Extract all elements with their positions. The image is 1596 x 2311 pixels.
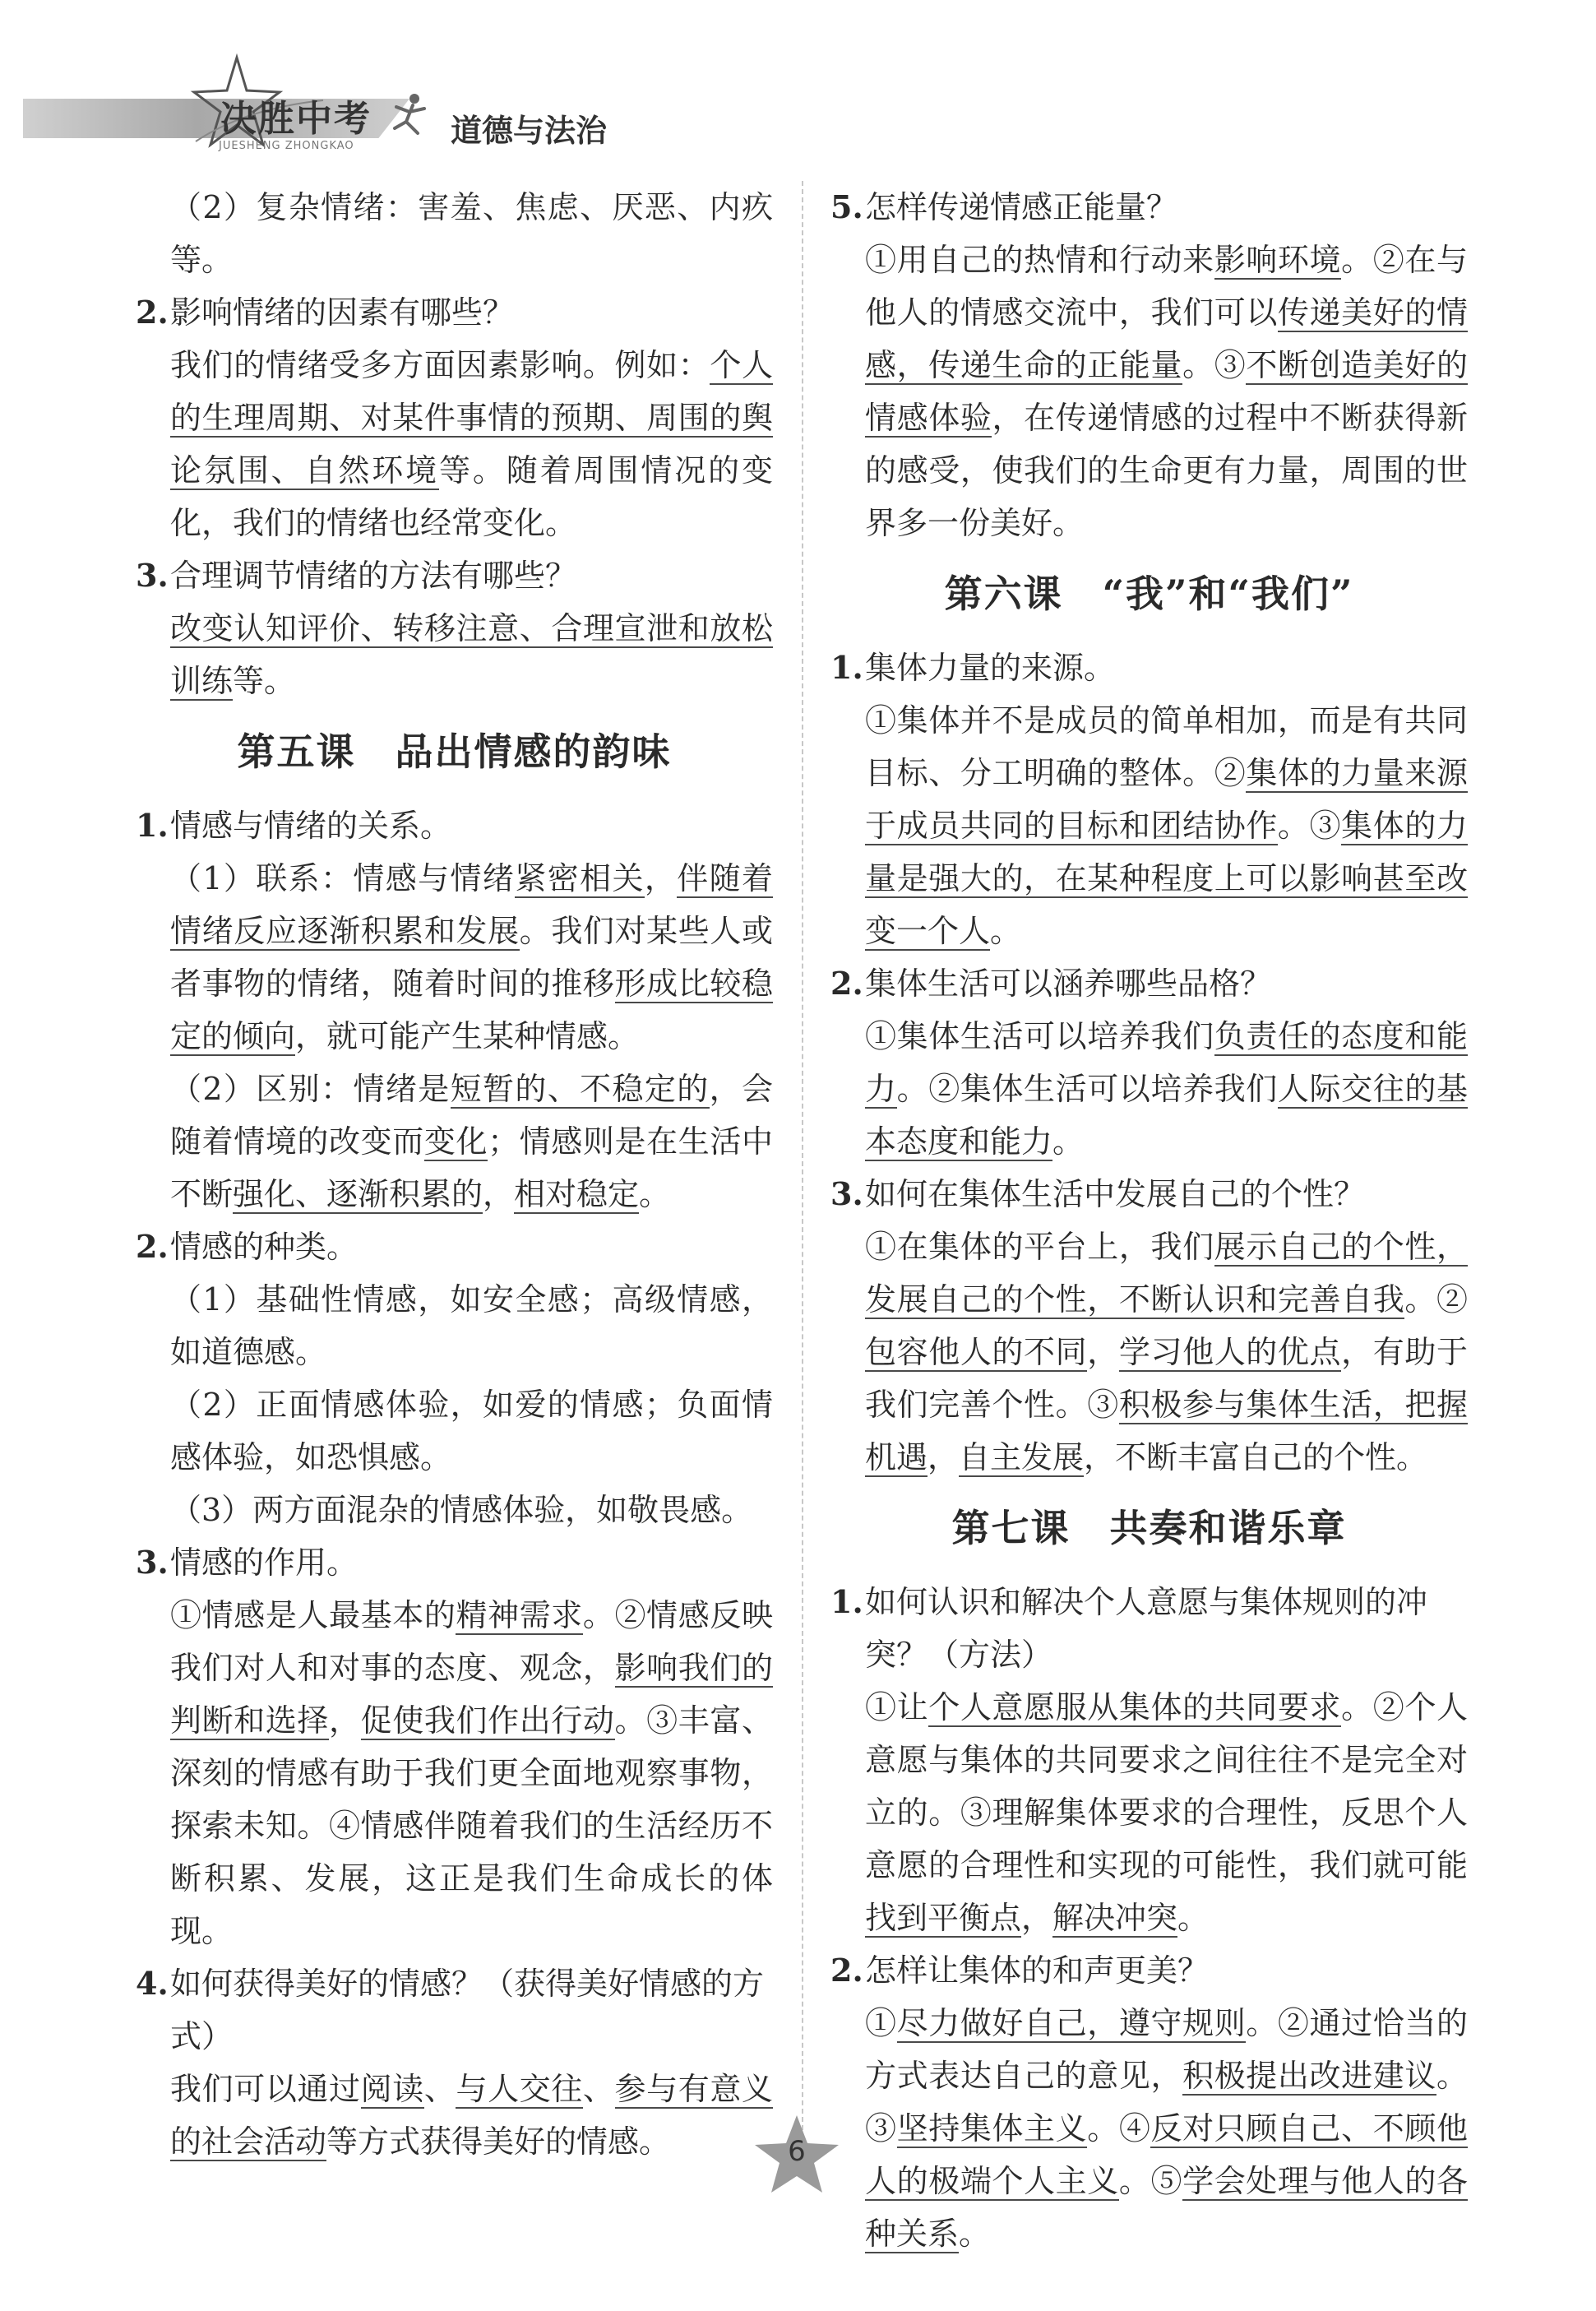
question-text: 怎样传递情感正能量？ [865,189,1178,225]
question-text: 情感与情绪的关系。 [170,808,452,844]
answer-text: （2）正面情感体验，如爱的情感；负面情感体验，如恐惧感。 [170,1387,773,1475]
answer-text: ①尽力做好自己，遵守规则。②通过恰当的方式表达自己的意见，积极提出改进建议。③坚持集体主义。④反对只顾自己、不顾他人的极端个人主义。⑤学会处理与他人的各种关系。 [865,2005,1468,2252]
question-text: 如何在集体生活中发展自己的个性？ [865,1176,1366,1212]
answer-text: ①用自己的热情和行动来影响环境。②在与他人的情感交流中，我们可以传递美好的情感，传递生命的正能量。③不断创造美好的情感体验，在传递情感的过程中不断获得新的感受，使我们的生命更有力量，周围的世界多一份美好。 [865,242,1468,541]
question-text: 影响情绪的因素有哪些？ [170,294,515,331]
question-item [830,641,1468,694]
runner-icon [377,89,442,146]
question-text: 情感的作用。 [170,1545,359,1581]
question-number: 2. [136,1228,169,1265]
answer-text: ①集体并不是成员的简单相加，而是有共同目标、分工明确的整体。②集体的力量来源于成员共同的目标和团结协作。③集体的力量是强大的，在某种程度上可以影响甚至改变一个人。 [865,702,1468,949]
brand-pinyin: JUESHENG ZHONGKAO [219,140,354,152]
question-number: 2. [830,1952,863,1989]
answer-text: （1）基础性情感，如安全感；高级情感，如道德感。 [170,1281,773,1370]
question-item [830,181,1468,234]
question-number: 2. [136,294,169,331]
question-number: 3. [136,557,169,594]
lesson-heading: 第六课 “我”和“我们” [944,572,1354,616]
text-line: （2）复杂情绪：害羞、焦虑、厌恶、内疚等。 [170,189,773,278]
brand-title: 决胜中考 [220,98,372,140]
question-text: 如何获得美好的情感？（获得美好情感的方式） [170,1966,765,2054]
question-number: 3. [830,1175,863,1212]
question-item [136,1536,773,1589]
answer-text: ①情感是人最基本的精神需求。②情感反映我们对人和对事的态度、观念，影响我们的判断和选择，促使我们作出行动。③丰富、深刻的情感有助于我们更全面地观察事物，探索未知。④情感伴随着我们的生活经历不断积累、发展，这正是我们生命成长的体现。 [170,1597,773,1949]
page-header [0,0,1596,164]
question-item [830,1576,1468,1681]
page-number: 6 [788,2135,806,2168]
lesson-heading: 第七课 共奏和谐乐章 [951,1506,1347,1550]
answer-text: 我们可以通过阅读、与人交往、参与有意义的社会活动等方式获得美好的情感。 [170,2071,773,2160]
question-item [136,799,773,852]
question-number: 3. [136,1544,169,1581]
question-item [136,1220,773,1273]
question-text: 怎样让集体的和声更美？ [865,1952,1210,1989]
question-number: 1. [830,649,863,686]
question-item [830,1944,1468,1997]
left-column [136,181,773,2168]
question-item [830,1168,1468,1220]
question-number: 5. [830,188,863,225]
column-divider [802,181,803,2138]
answer-text: （3）两方面混杂的情感体验，如敬畏感。 [170,1492,753,1528]
answer-text: 我们的情绪受多方面因素影响。例如：个人的生理周期、对某件事情的预期、周围的舆论氛围、自然环境等。随着周围情况的变化，我们的情绪也经常变化。 [170,347,773,541]
answer-text: ①在集体的平台上，我们展示自己的个性，发展自己的个性，不断认识和完善自我。②包容他人的不同，学习他人的优点，有助于我们完善个性。③积极参与集体生活，把握机遇，自主发展，不断丰富自己的个性。 [865,1229,1468,1475]
question-text: 情感的种类。 [170,1229,359,1265]
question-number: 2. [830,965,863,1002]
answer-text: （1）联系：情感与情绪紧密相关，伴随着情绪反应逐渐积累和发展。我们对某些人或者事物的情绪，随着时间的推移形成比较稳定的倾向，就可能产生某种情感。 [170,860,773,1054]
answer-text: （2）区别：情绪是短暂的、不稳定的，会随着情境的改变而变化；情感则是在生活中不断强化、逐渐积累的，相对稳定。 [170,1071,773,1212]
question-item [136,286,773,339]
question-item [830,957,1468,1010]
question-item [136,1957,773,2063]
question-number: 1. [830,1583,863,1620]
subject-title: 道德与法治 [451,112,608,149]
question-item [136,549,773,602]
lesson-heading: 第五课 品出情感的韵味 [237,729,672,774]
question-number: 4. [136,1965,169,2002]
right-column [830,181,1468,2260]
question-text: 集体生活可以涵养哪些品格？ [865,966,1272,1002]
question-text: 合理调节情绪的方法有哪些？ [170,558,577,594]
answer-text: 改变认知评价、转移注意、合理宣泄和放松训练等。 [170,610,773,699]
question-text: 如何认识和解决个人意愿与集体规则的冲突？（方法） [865,1584,1428,1673]
answer-text: ①集体生活可以培养我们负责任的态度和能力。②集体生活可以培养我们人际交往的基本态度和能力。 [865,1018,1468,1160]
question-text: 集体力量的来源。 [865,650,1116,686]
answer-text: ①让个人意愿服从集体的共同要求。②个人意愿与集体的共同要求之间往往不是完全对立的。③理解集体要求的合理性，反思个人意愿的合理性和实现的可能性，我们就可能找到平衡点，解决冲突。 [865,1689,1468,1936]
question-number: 1. [136,807,169,844]
